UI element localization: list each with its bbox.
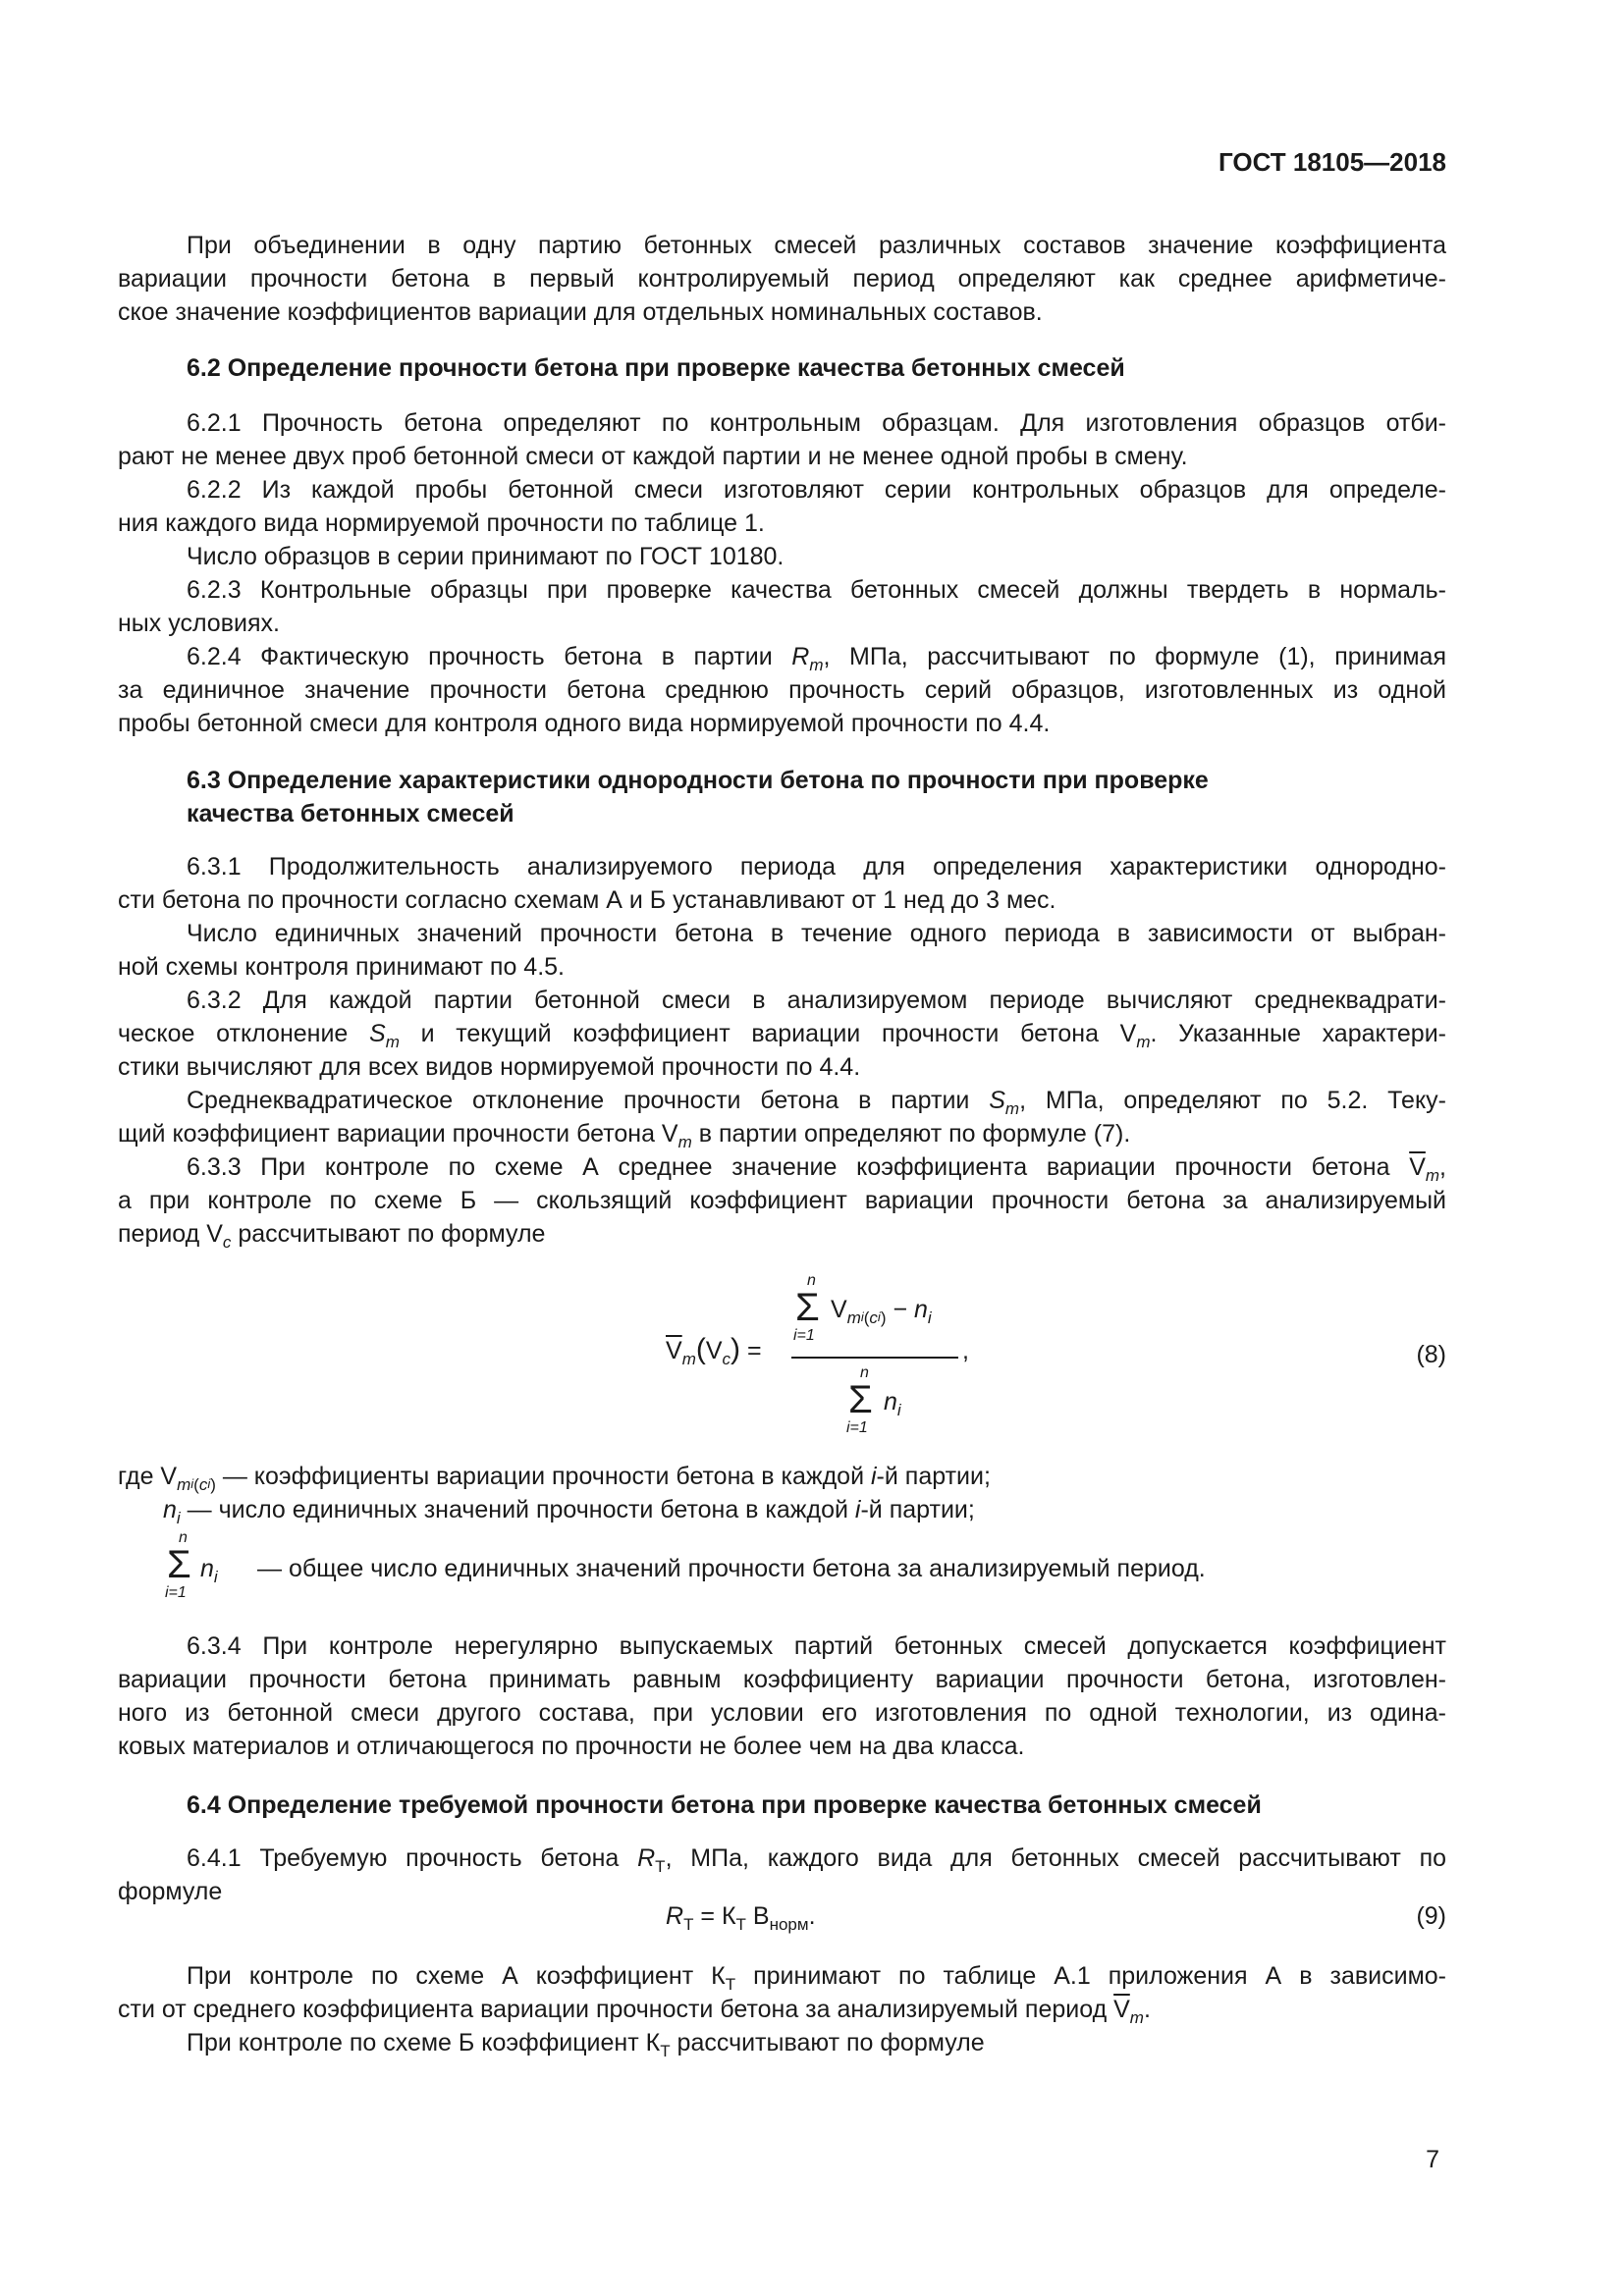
text-fragment: период V: [118, 1220, 223, 1248]
subscript: T: [655, 1857, 666, 1876]
subscript: m: [1004, 1099, 1020, 1118]
symbol: n: [163, 1496, 177, 1523]
page-header: ГОСТ 18105—2018: [1218, 147, 1446, 177]
subscript: i: [190, 1476, 194, 1491]
subscript: m: [1136, 1033, 1151, 1051]
sum-upper-limit: n: [179, 1529, 188, 1546]
sum-sign: Σ: [848, 1378, 873, 1421]
equation-number: (9): [1416, 1902, 1446, 1930]
text-line: пробы бетонной смеси для контроля одного вида нормируемой прочности по 4.4.: [118, 710, 1051, 737]
text-fragment: 6.2.4 Фактическую прочность бетона в партии: [187, 643, 792, 670]
text-line: 6.2.1 Прочность бетона определяют по контрольным образцам. Для изготовления образцов отби-: [187, 409, 1446, 437]
text-fragment: , МПа, рассчитывают по формуле (1), принимая: [823, 643, 1446, 670]
subscript: T: [683, 1915, 694, 1934]
subscript: c: [222, 1233, 232, 1252]
subscript: норм: [769, 1915, 809, 1934]
symbol: R: [666, 1902, 684, 1930]
section-heading: 6.4 Определение требуемой прочности бетона при проверке качества бетонных смесей: [187, 1791, 1262, 1819]
equation-number: (8): [1416, 1341, 1446, 1368]
formula-9: [666, 1902, 816, 1935]
text-fragment: 6.4.1 Требуемую прочность бетона: [187, 1844, 638, 1872]
symbol: R: [637, 1844, 656, 1872]
subscript: m: [385, 1033, 400, 1051]
denominator-term: [884, 1388, 901, 1420]
subscript: m: [809, 656, 824, 674]
subscript: c: [722, 1350, 731, 1368]
subscript: i: [877, 1309, 881, 1324]
section-heading: 6.3 Определение характеристики однородности бетона по прочности при проверке: [187, 767, 1209, 794]
text-fragment: Среднеквадратическое отклонение прочности бетона в партии: [187, 1087, 990, 1114]
text-fragment: в партии определяют по формуле (7).: [691, 1120, 1131, 1148]
text-fragment: где V: [118, 1463, 178, 1490]
sum-upper-limit: n: [860, 1364, 869, 1381]
text-line: вариации прочности бетона в первый контролируемый период определяют как среднее арифметиче-: [118, 265, 1446, 293]
symbol: $\overline{V}$: [1113, 1996, 1130, 2023]
text-line: 6.2.2 Из каждой пробы бетонной смеси изготовляют серии контрольных образцов для определе-: [187, 476, 1446, 504]
symbol: V: [831, 1296, 847, 1323]
text-fragment: . Указанные характери-: [1150, 1020, 1446, 1047]
subscript: m: [177, 1475, 191, 1494]
text-fragment: .: [1143, 1996, 1151, 2023]
text-line: [118, 1217, 1446, 1259]
text-line: 6.2.3 Контрольные образцы при проверке качества бетонных смесей должны твердеть в нормаль-: [187, 576, 1446, 604]
symbol: $\overline{V}$: [666, 1337, 682, 1364]
symbol: R: [791, 643, 810, 670]
text-line: ковых материалов и отличающегося по прочности не более чем на два класса.: [118, 1733, 1025, 1760]
where-line-1: [118, 1463, 991, 1495]
subscript: i: [213, 1568, 218, 1586]
text-fragment: рассчитывают по формуле: [231, 1220, 546, 1248]
subscript: (: [193, 1475, 199, 1494]
page-number: 7: [1426, 2146, 1439, 2173]
text-line: 6.3.4 При контроле нерегулярно выпускаемых партий бетонных смесей допускается коэффициент: [187, 1632, 1446, 1660]
text-line: рают не менее двух проб бетонной смеси от каждой партии и не менее одной пробы в смену.: [118, 443, 1188, 470]
where-line-2: [163, 1496, 975, 1528]
text-fragment: принимают по таблице А.1 приложения А в зависимо-: [735, 1962, 1446, 1990]
section-heading: 6.2 Определение прочности бетона при проверке качества бетонных смесей: [187, 354, 1125, 382]
text-fragment: , МПа, каждого вида для бетонных смесей рассчитывают по: [665, 1844, 1447, 1872]
paren: ): [731, 1333, 741, 1365]
text-line: 6.3.2 Для каждой партии бетонной смеси в анализируемом периоде вычисляют среднеквадрати-: [187, 987, 1446, 1014]
symbol: $\overline{V}$: [1409, 1153, 1426, 1181]
text-fragment: 6.3.3 При контроле по схеме А среднее значение коэффициента вариации прочности бетона: [187, 1153, 1410, 1181]
text-line: При объединении в одну партию бетонных смесей различных составов значение коэффициента: [187, 232, 1446, 259]
symbol: К: [721, 1902, 736, 1930]
symbol: n: [884, 1388, 897, 1415]
subscript: ): [210, 1475, 216, 1494]
text-line: ния каждого вида нормируемой прочности по таблице 1.: [118, 509, 765, 537]
text-fragment: щий коэффициент вариации прочности бетона V: [118, 1120, 678, 1148]
equals-sign: =: [747, 1337, 762, 1364]
subscript: c: [869, 1308, 878, 1327]
text-fragment: и текущий коэффициент вариации прочности бетона V: [399, 1020, 1137, 1047]
sum-term: [200, 1555, 218, 1587]
minus-sign: −: [893, 1296, 908, 1323]
text-line: [187, 2026, 1446, 2068]
text-line: вариации прочности бетона принимать равным коэффициенту вариации прочности бетона, изготовлен-: [118, 1666, 1446, 1693]
subscript: T: [725, 1975, 736, 1994]
numerator-term: [831, 1296, 932, 1328]
text-line: 6.3.1 Продолжительность анализируемого периода для определения характеристики однородно-: [187, 853, 1446, 881]
subscript: m: [677, 1133, 692, 1151]
subscript: i: [896, 1401, 901, 1419]
text-fragment: рассчитывают по формуле: [670, 2029, 985, 2056]
text-line: ское значение коэффициентов вариации для отдельных номинальных составов.: [118, 298, 1043, 326]
text-line: а при контроле по схеме Б — скользящий коэффициент вариации прочности бетона за анализируемый: [118, 1187, 1446, 1214]
text-fragment: ческое отклонение: [118, 1020, 370, 1047]
symbol: i: [854, 1496, 861, 1523]
text-line: ной схемы контроля принимают по 4.5.: [118, 953, 566, 981]
text-fragment: -й партии;: [876, 1463, 991, 1490]
subscript: i: [860, 1309, 864, 1324]
subscript: i: [176, 1509, 181, 1527]
text-line: стики вычисляют для всех видов нормируемой прочности по 4.4.: [118, 1053, 861, 1081]
subscript: ): [880, 1308, 887, 1327]
text-fragment: сти от среднего коэффициента вариации прочности бетона за анализируемый период: [118, 1996, 1114, 2023]
symbol: S: [989, 1087, 1005, 1114]
text-line: формуле: [118, 1878, 223, 1905]
symbol: В: [752, 1902, 770, 1930]
text-line: Число единичных значений прочности бетона в течение одного периода в зависимости от выбран-: [187, 920, 1446, 947]
symbol: V: [705, 1337, 723, 1364]
fraction-bar: [791, 1357, 958, 1359]
text-fragment: — коэффициенты вариации прочности бетона в каждой: [215, 1463, 871, 1490]
subscript: m: [681, 1350, 696, 1368]
subscript: i: [207, 1476, 211, 1491]
where-line-3: — общее число единичных значений прочности бетона за анализируемый период.: [257, 1555, 1206, 1582]
text-line: Число образцов в серии принимают по ГОСТ 10180.: [187, 543, 785, 570]
equals-sign: =: [700, 1902, 716, 1930]
symbol: n: [914, 1296, 928, 1323]
text-fragment: ,: [1439, 1153, 1446, 1181]
subscript: m: [1129, 2008, 1144, 2027]
section-heading: качества бетонных смесей: [187, 800, 514, 828]
sum-upper-limit: n: [807, 1272, 816, 1289]
sum-sign: Σ: [167, 1543, 191, 1586]
paren: (: [695, 1333, 706, 1365]
subscript: i: [927, 1308, 932, 1327]
text-line: ного из бетонной смеси другого состава, при условии его изготовления по одной технологии, из одина-: [118, 1699, 1446, 1727]
formula-lhs: [666, 1333, 762, 1369]
text-fragment: , МПа, определяют по 5.2. Теку-: [1019, 1087, 1446, 1114]
text-fragment: При контроле по схеме А коэффициент К: [187, 1962, 726, 1990]
text-fragment: -й партии;: [860, 1496, 975, 1523]
text-line: ных условиях.: [118, 610, 280, 637]
subscript: m: [1425, 1166, 1440, 1185]
sum-lower-limit: i=1: [165, 1584, 187, 1601]
sum-lower-limit: i=1: [846, 1419, 868, 1436]
sum-sign: Σ: [795, 1286, 820, 1329]
symbol: i: [870, 1463, 877, 1490]
subscript: T: [735, 1915, 746, 1934]
text-fragment: При контроле по схеме Б коэффициент К: [187, 2029, 661, 2056]
sum-lower-limit: i=1: [793, 1327, 815, 1344]
subscript: c: [198, 1475, 208, 1494]
subscript: T: [660, 2042, 671, 2060]
symbol: n: [200, 1555, 214, 1582]
formula-comma: ,: [962, 1337, 969, 1364]
text-line: за единичное значение прочности бетона среднюю прочность серий образцов, изготовленных из одной: [118, 676, 1446, 704]
symbol: S: [369, 1020, 386, 1047]
text-line: сти бетона по прочности согласно схемам А и Б устанавливают от 1 нед до 3 мес.: [118, 886, 1056, 914]
text-fragment: — число единичных значений прочности бетона в каждой: [180, 1496, 855, 1523]
subscript: (: [863, 1308, 870, 1327]
formula-period: .: [808, 1902, 816, 1930]
subscript: m: [846, 1308, 861, 1327]
